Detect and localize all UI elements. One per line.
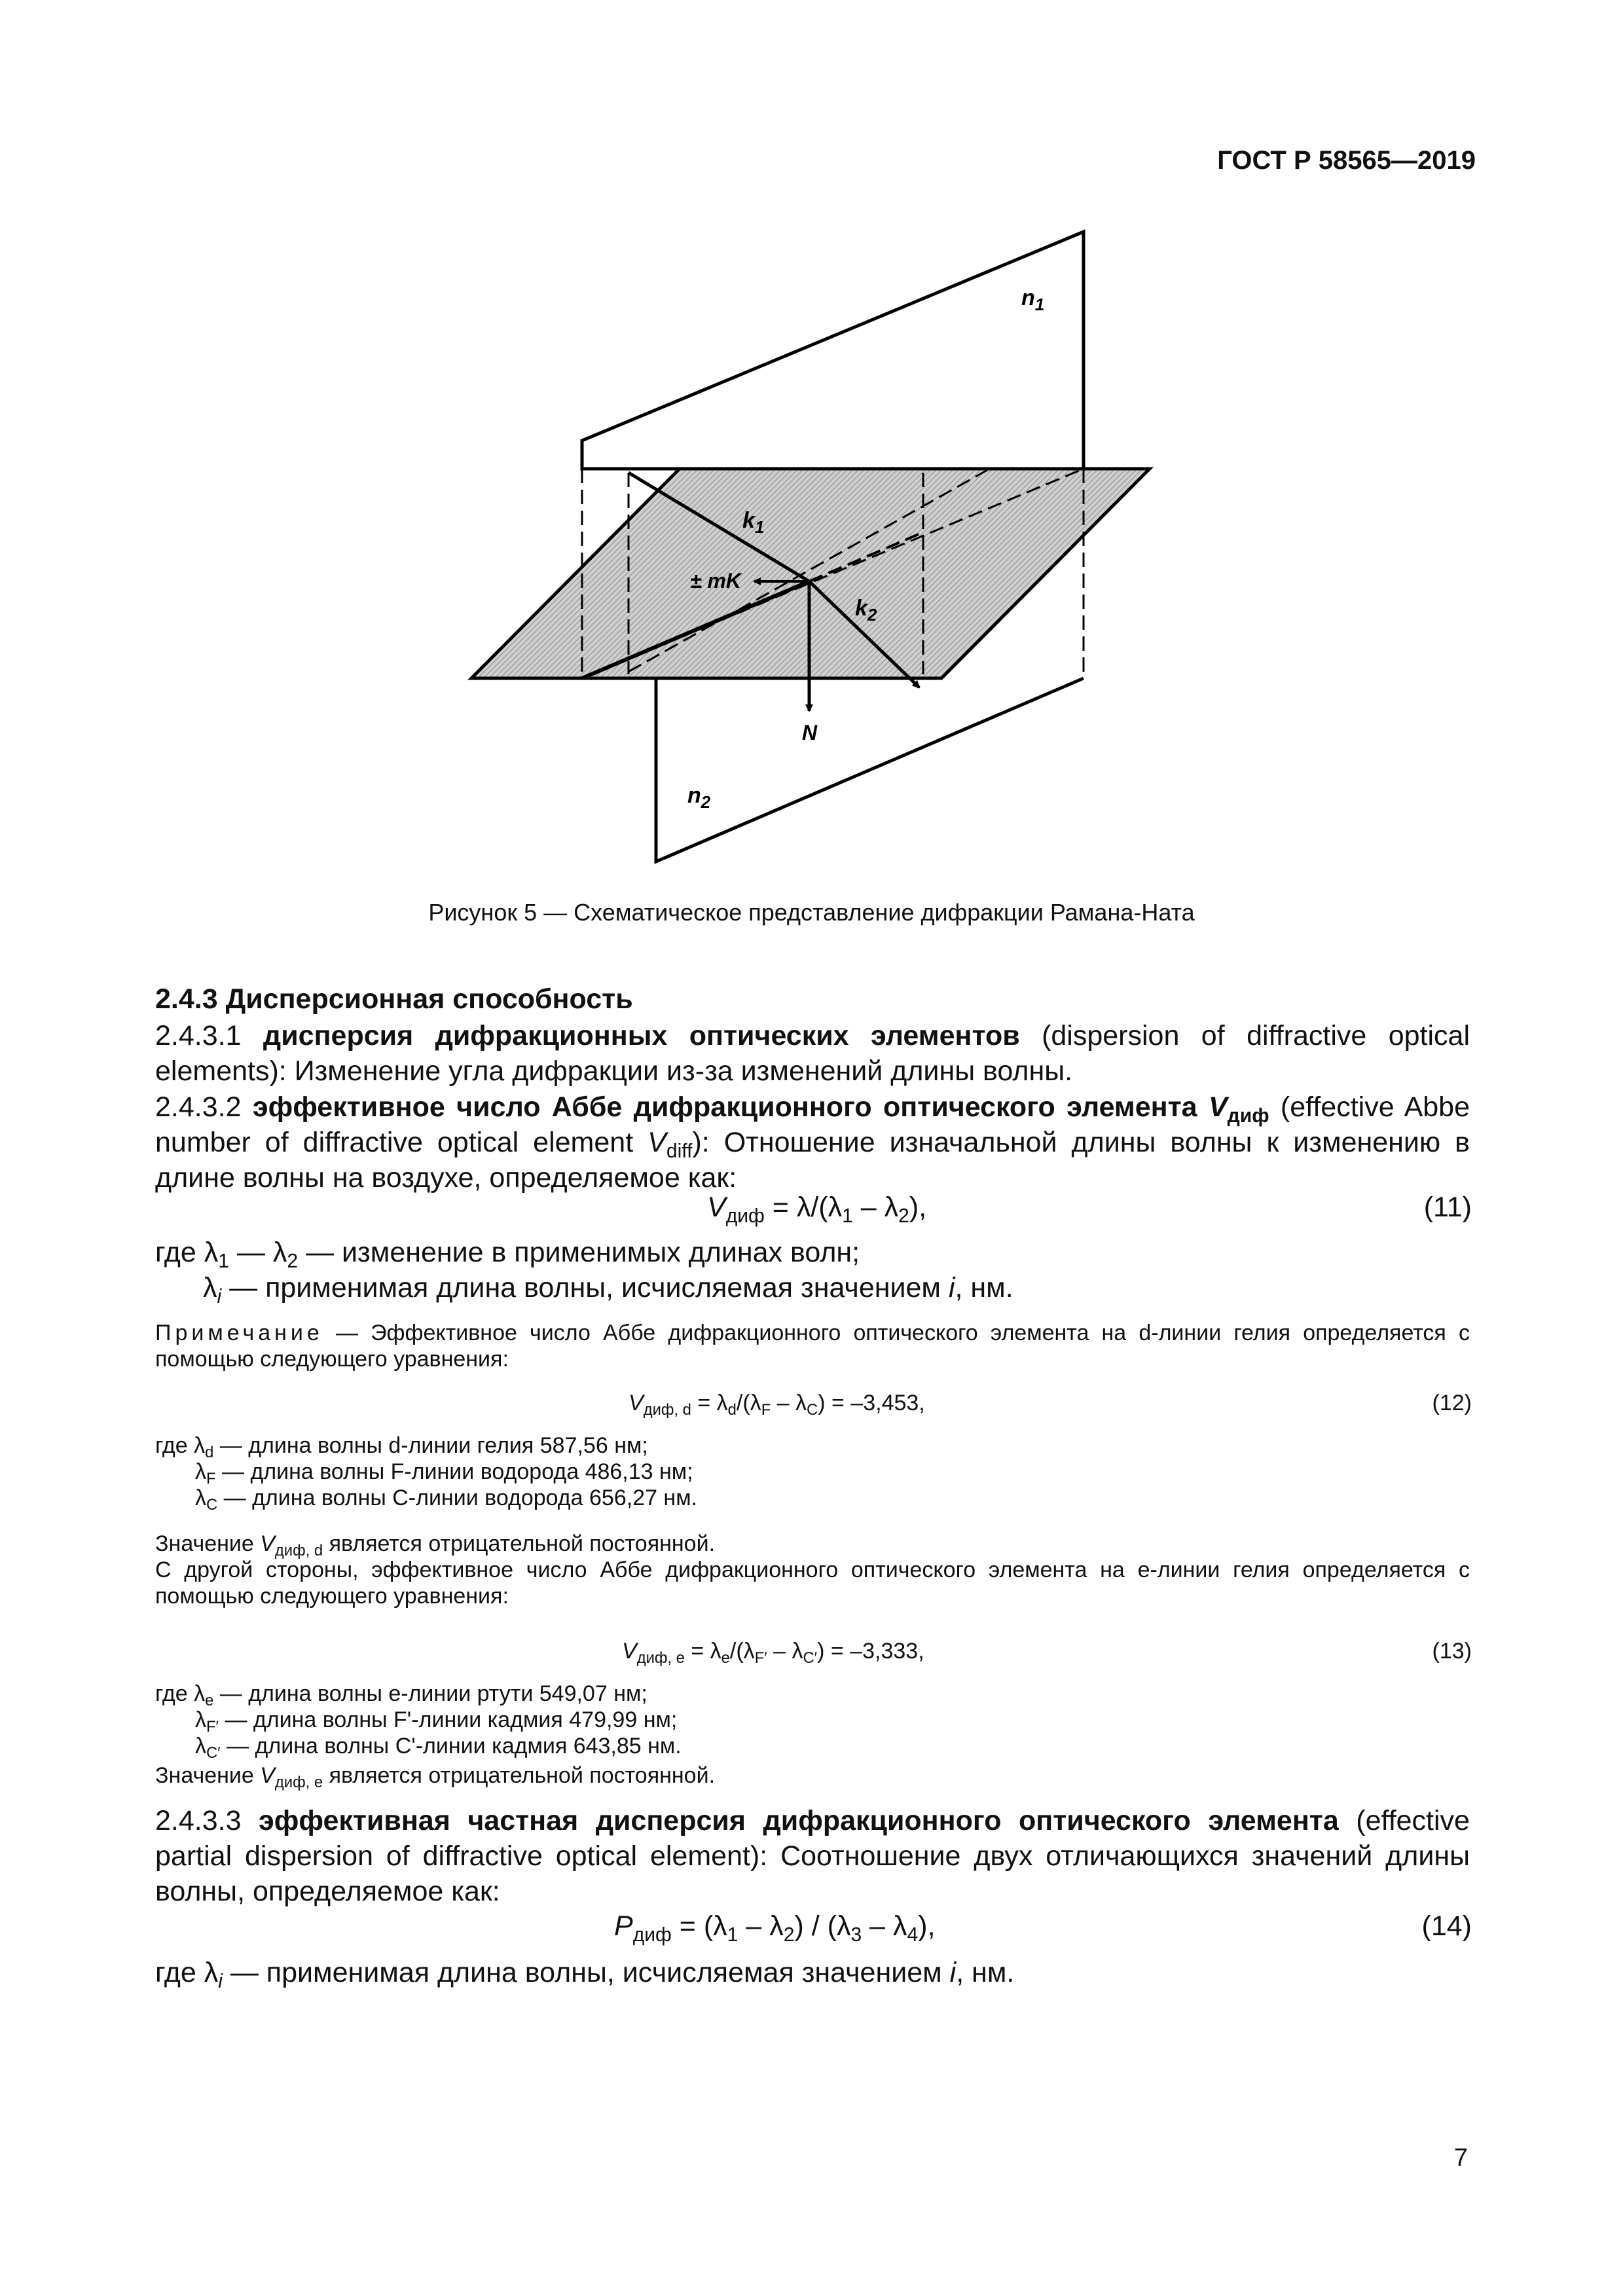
plane-n2: [656, 678, 941, 860]
label-k2: $k_2$: [855, 596, 877, 625]
equation-13: $V_{диф, e} = \lambda_e/(\lambda_{F'} - \lambda_{C'}) = -3,333$,: [622, 1639, 924, 1667]
equation-14-number: (14): [1421, 1910, 1472, 1942]
label-mK: ± mK: [690, 569, 742, 592]
where-13-line-3: $\lambda_{C'}$ — длина волны С'-линии кадмия 643,85 нм.: [195, 1734, 682, 1762]
where-12-line-3: $\lambda_C$ — длина волны С-линии водорода 656,27 нм.: [195, 1485, 698, 1514]
label-k1: $k_1$: [742, 508, 765, 537]
where-13-line-1: где $\lambda_e$ — длина волны е-линии ртути 549,07 нм;: [155, 1681, 647, 1710]
label-n2: $n_2$: [687, 783, 711, 812]
equation-12: $V_{диф, d} = \lambda_d/(\lambda_F - \lambda_C) = -3,453$,: [629, 1391, 925, 1419]
figure-raman-nath-diagram: [0, 0, 1623, 930]
where-11-line-2: $\lambda_i$ — применимая длина волны, исчисляемая значением i, нм.: [203, 1272, 1013, 1308]
label-N: N: [802, 721, 818, 744]
label-n1: $n_1$: [1021, 285, 1045, 314]
other-side-paragraph: С другой стороны, эффективное число Аббе дифракционного оптического элемента на е-линии гелия определяется с помощью следующего уравнения:: [155, 1558, 1470, 1609]
equation-13-number: (13): [1432, 1639, 1472, 1664]
equation-14: $P_{диф} = (\lambda_1 - \lambda_2) / (\lambda_3 - \lambda_4)$,: [614, 1910, 936, 1946]
where-11-line-1: где $\lambda_1$ — $\lambda_2$ — изменение в применимых длинах волн;: [155, 1237, 860, 1273]
where-13-line-2: $\lambda_{F'}$ — длина волны F'-линии кадмия 479,99 нм;: [195, 1707, 678, 1736]
equation-11-number: (11): [1423, 1192, 1472, 1223]
document-header: ГОСТ Р 58565—2019: [1217, 146, 1476, 175]
paragraph-2-4-3-2: 2.4.3.2 эффективное число Аббе дифракционного оптического элемента $V_{диф}$ (effective Abbe number of diffractive optical element $V_{diff}$): Отношение изначальной длины волны к изменению в длине волны на воздухе, определяемое как:: [155, 1091, 1470, 1194]
equation-11: $V_{диф} = \lambda/(\lambda_1 - \lambda_2)$,: [707, 1192, 927, 1228]
where-12-line-2: $\lambda_F$ — длина волны F-линии водорода 486,13 нм;: [195, 1459, 693, 1488]
negative-e-statement: Значение $V_{диф, e}$ является отрицательной постоянной.: [155, 1763, 716, 1792]
page-number: 7: [1453, 2144, 1468, 2172]
equation-12-number: (12): [1432, 1391, 1472, 1415]
negative-d-statement: Значение $V_{диф, d}$ является отрицательной постоянной.: [155, 1531, 716, 1560]
paragraph-2-4-3-3: 2.4.3.3 эффективная частная дисперсия дифракционного оптического элемента (effective partial dispersion of diffractive optical element): Соотношение двух отличающихся значений длины волны, определяемое как:: [155, 1805, 1470, 1907]
section-heading: 2.4.3 Дисперсионная способность: [155, 983, 633, 1015]
plane-n1: [582, 232, 1084, 469]
note: Примечание — Эффективное число Аббе дифракционного оптического элемента на d-линии гелия определяется с помощью следующего уравнения:: [155, 1321, 1470, 1372]
paragraph-2-4-3-1: 2.4.3.1 дисперсия дифракционных оптических элементов (dispersion of diffractive optical elements): Изменение угла дифракции из-за изменений длины волны.: [155, 1020, 1470, 1087]
where-12-line-1: где $\lambda_d$ — длина волны d-линии гелия 587,56 нм;: [155, 1433, 648, 1462]
where-14: где $\lambda_i$ — применимая длина волны, исчисляемая значением i, нм.: [155, 1957, 1015, 1993]
figure-caption: Рисунок 5 — Схематическое представление дифракции Рамана-Ната: [428, 899, 1195, 926]
